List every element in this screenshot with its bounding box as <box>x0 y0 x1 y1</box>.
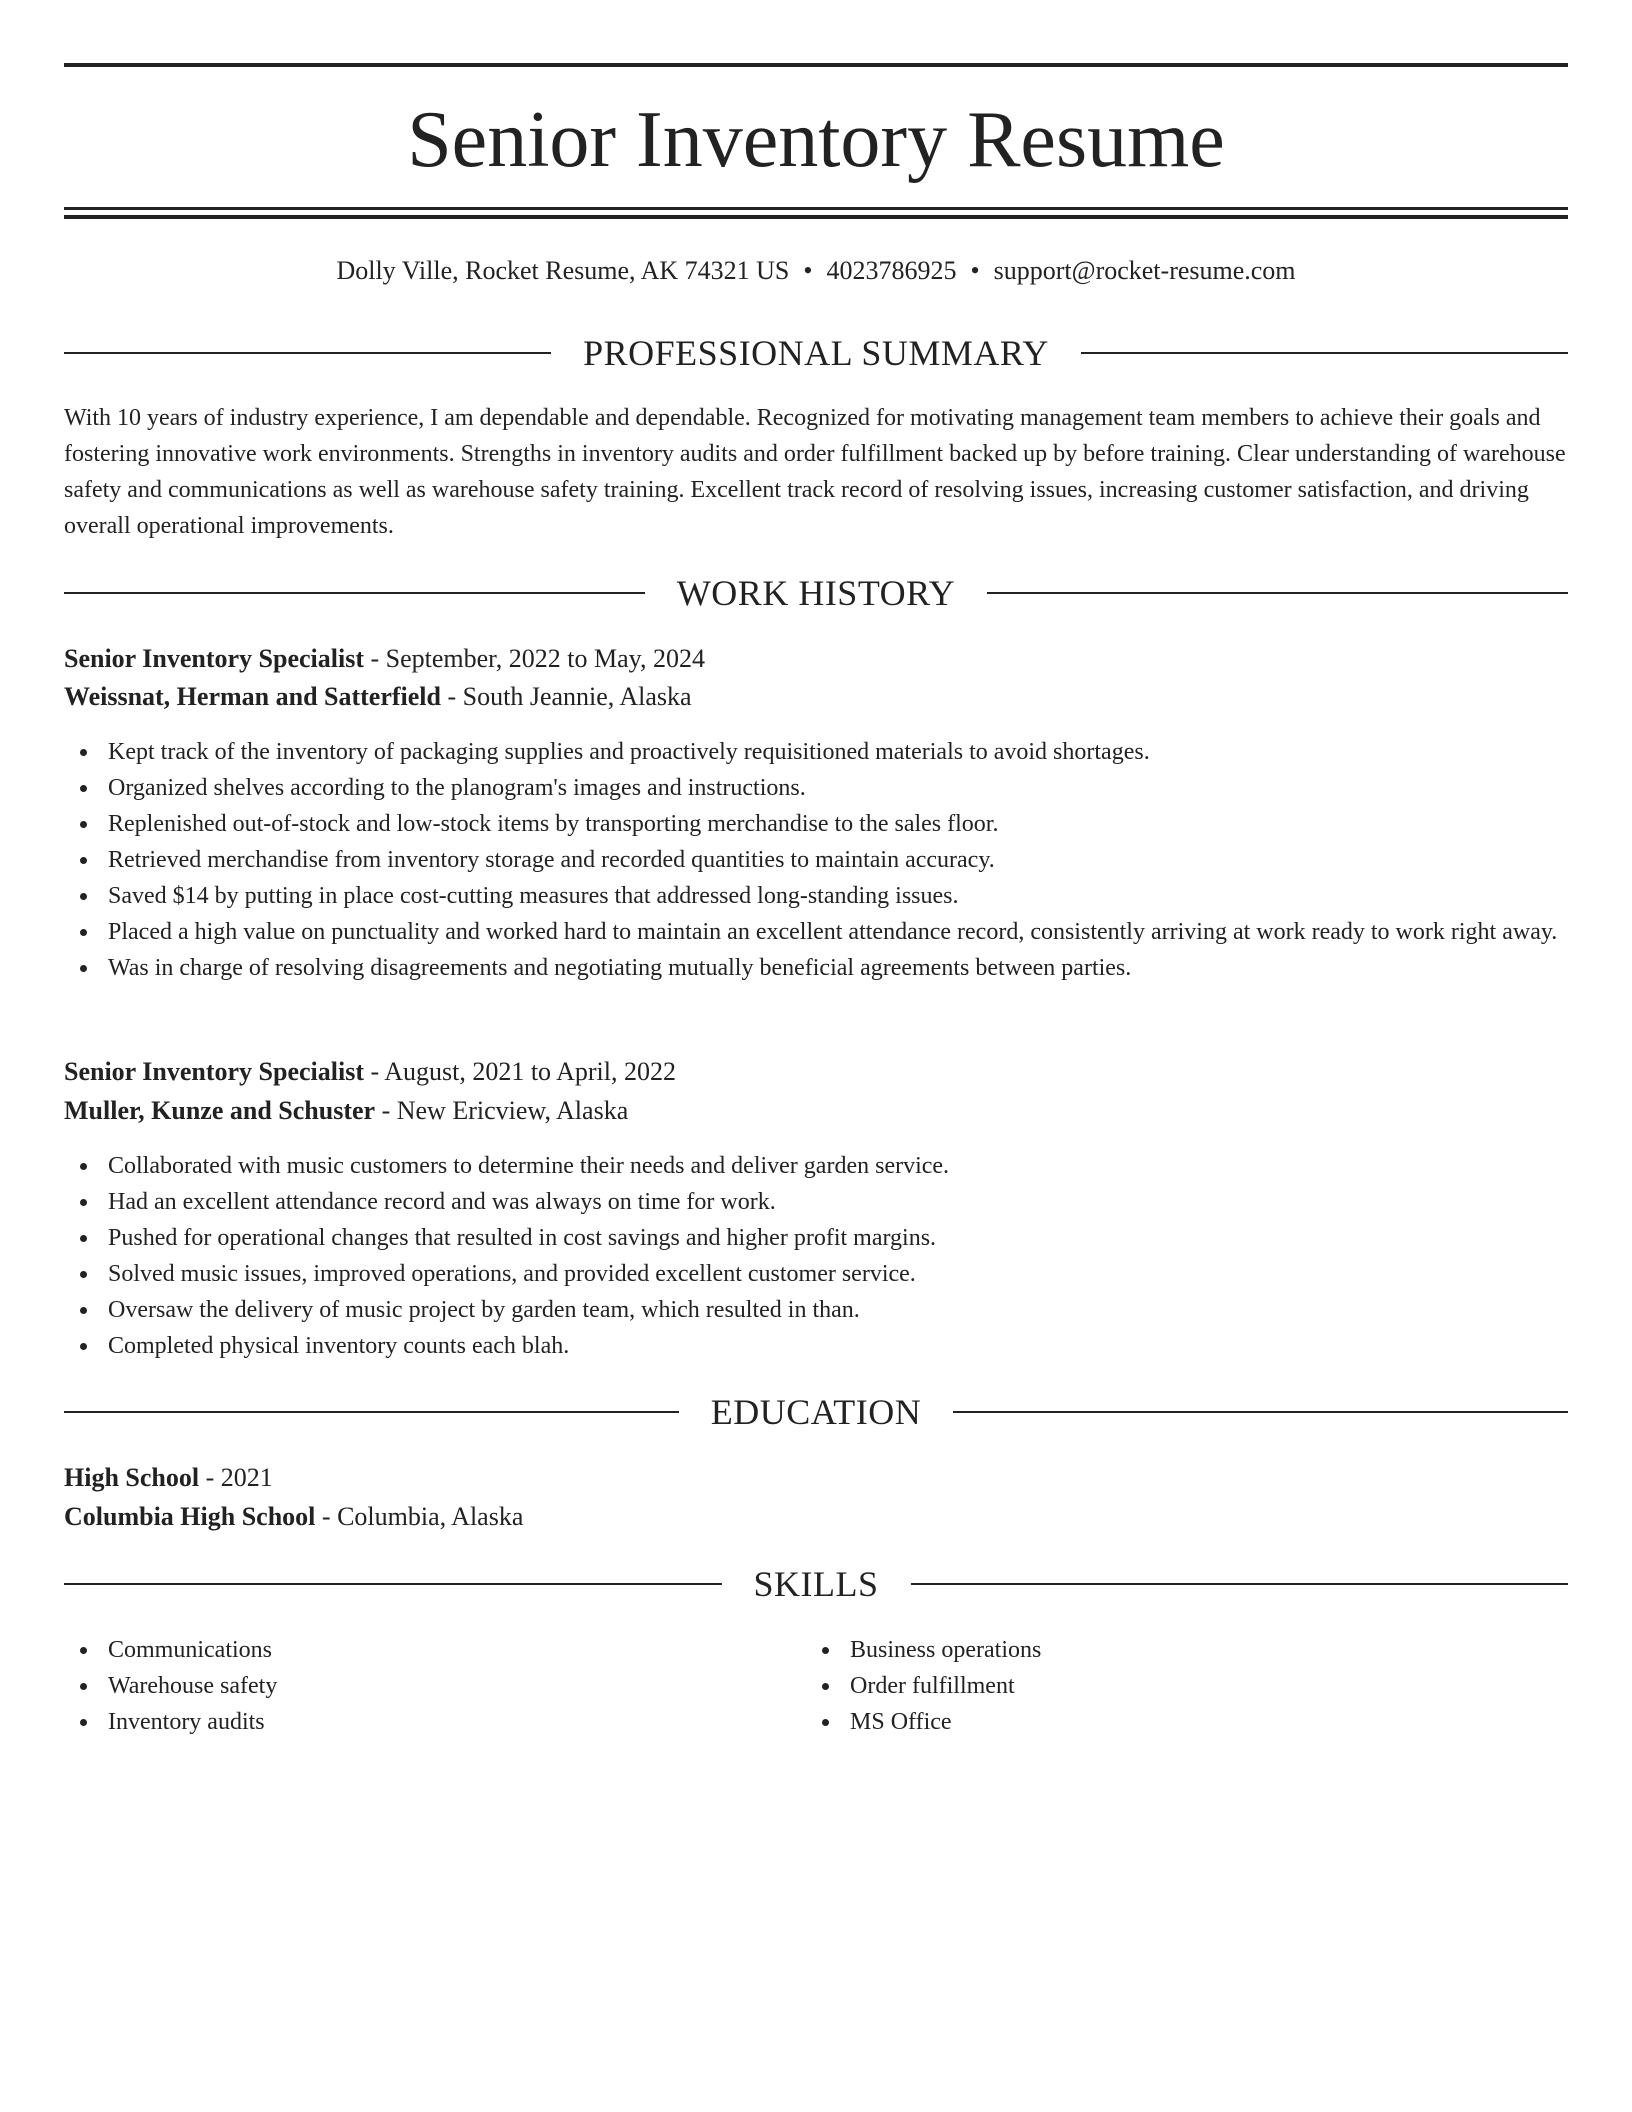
list-item: Placed a high value on punctuality and worked hard to maintain an excellent attendance record, consistently arriving at work ready to work right away. <box>64 914 1568 950</box>
section-title: WORK HISTORY <box>676 573 956 613</box>
skill-item: MS Office <box>806 1704 1506 1740</box>
section-title: EDUCATION <box>710 1392 922 1432</box>
list-item: Kept track of the inventory of packaging supplies and proactively requisitioned materials to avoid shortages. <box>64 734 1568 770</box>
section-heading-summary <box>64 333 1568 373</box>
list-item: Completed physical inventory counts each blah. <box>64 1328 1568 1364</box>
list-item: Was in charge of resolving disagreements and negotiating mutually beneficial agreements between parties. <box>64 950 1568 986</box>
job-location: - New Ericview, Alaska <box>375 1096 629 1125</box>
job-dates: - August, 2021 to April, 2022 <box>363 1057 676 1086</box>
contact-phone: 4023786925 <box>826 256 957 285</box>
education-location: - Columbia, Alaska <box>315 1502 524 1531</box>
heading-rule-left <box>64 352 551 354</box>
skill-item: Warehouse safety <box>64 1668 764 1704</box>
skill-item: Business operations <box>806 1632 1506 1668</box>
education-school-line <box>64 1500 1568 1534</box>
education-degree-line <box>64 1461 1568 1495</box>
list-item: Oversaw the delivery of music project by garden team, which resulted in than. <box>64 1292 1568 1328</box>
job-company-line <box>64 680 1568 714</box>
list-item: Saved $14 by putting in place cost-cutting measures that addressed long-standing issues. <box>64 878 1568 914</box>
job-dates: - September, 2022 to May, 2024 <box>363 644 705 673</box>
top-rule <box>64 63 1568 67</box>
section-title: SKILLS <box>753 1564 879 1604</box>
section-heading-skills <box>64 1564 1568 1604</box>
summary-text: With 10 years of industry experience, I am dependable and dependable. Recognized for motivating management team members to achieve their goals and fostering innovative work environments. Strengths in inventory audits and order fulfillment backed up by before training. Clear understanding of warehouse safety and communications as well as warehouse safety training. Excellent track record of resolving issues, increasing customer satisfaction, and driving overall operational improvements. <box>64 405 1566 539</box>
contact-email: support@rocket-resume.com <box>993 256 1296 285</box>
education-degree: High School <box>64 1463 200 1492</box>
job-bullet-list <box>64 1148 1568 1364</box>
job-title: Senior Inventory Specialist <box>64 1057 364 1086</box>
list-item: Replenished out-of-stock and low-stock items by transporting merchandise to the sales floor. <box>64 806 1568 842</box>
heading-rule-right <box>1081 352 1568 354</box>
job-company: Weissnat, Herman and Satterfield <box>64 682 441 711</box>
list-item: Solved music issues, improved operations, and provided excellent customer service. <box>64 1256 1568 1292</box>
job-bullet-list <box>64 734 1568 986</box>
skill-item: Inventory audits <box>64 1704 764 1740</box>
heading-rule-left <box>64 1411 679 1413</box>
skills-list-right <box>806 1632 1506 1740</box>
resume-title: Senior Inventory Resume <box>407 96 1225 184</box>
job-company-line <box>64 1094 1568 1128</box>
skills-list-left <box>64 1632 764 1740</box>
title-rule-upper <box>64 207 1568 210</box>
title-rule-lower <box>64 215 1568 219</box>
section-heading-work-history <box>64 573 1568 613</box>
job-company: Muller, Kunze and Schuster <box>64 1096 376 1125</box>
skill-item: Communications <box>64 1632 764 1668</box>
contact-separator: • <box>970 256 980 285</box>
education-school: Columbia High School <box>64 1502 316 1531</box>
list-item: Collaborated with music customers to determine their needs and deliver garden service. <box>64 1148 1568 1184</box>
list-item: Retrieved merchandise from inventory storage and recorded quantities to maintain accuracy. <box>64 842 1568 878</box>
heading-rule-left <box>64 1583 722 1585</box>
job-title-line <box>64 1055 1568 1089</box>
job-title-line <box>64 642 1568 676</box>
education-year: - 2021 <box>199 1463 273 1492</box>
skill-item: Order fulfillment <box>806 1668 1506 1704</box>
list-item: Had an excellent attendance record and was always on time for work. <box>64 1184 1568 1220</box>
section-title: PROFESSIONAL SUMMARY <box>583 333 1049 373</box>
list-item: Organized shelves according to the planogram's images and instructions. <box>64 770 1568 806</box>
contact-address: Dolly Ville, Rocket Resume, AK 74321 US <box>336 256 790 285</box>
list-item: Pushed for operational changes that resulted in cost savings and higher profit margins. <box>64 1220 1568 1256</box>
section-heading-education <box>64 1392 1568 1432</box>
contact-separator: • <box>803 256 813 285</box>
contact-line <box>64 254 1568 288</box>
heading-rule-right <box>987 592 1568 594</box>
job-title: Senior Inventory Specialist <box>64 644 364 673</box>
heading-rule-right <box>911 1583 1569 1585</box>
heading-rule-left <box>64 592 645 594</box>
heading-rule-right <box>953 1411 1568 1413</box>
job-location: - South Jeannie, Alaska <box>441 682 692 711</box>
